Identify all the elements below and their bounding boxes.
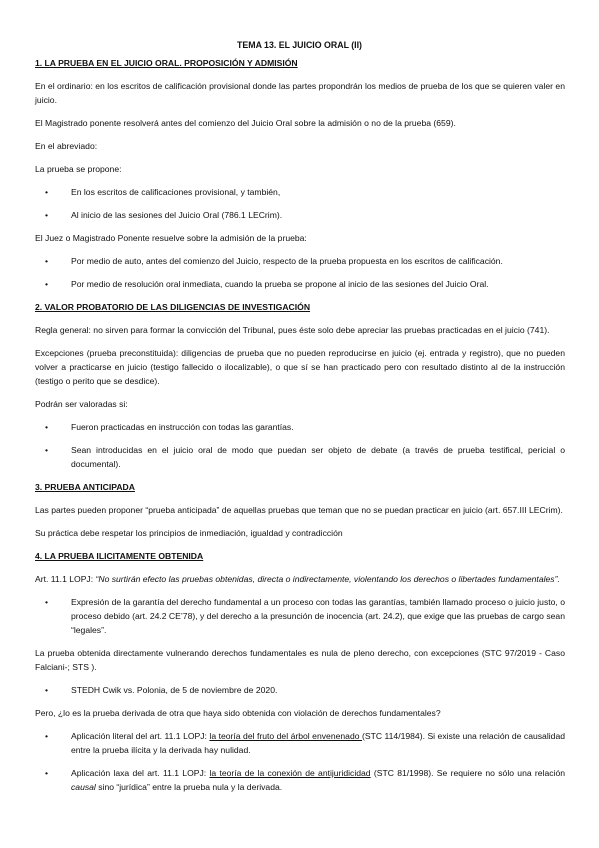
list-item-text: Al inicio de las sesiones del Juicio Oral (786.1 LECrim). — [71, 210, 283, 220]
item-suffix: (STC 114/1984). Si existe una relación de causalidad entre la prueba ilícita y la derivada hay nulidad. — [71, 731, 565, 755]
list-item-text: Por medio de auto, antes del comienzo del Juicio, respecto de la prueba propuesta en los escritos de calificación. — [71, 256, 503, 266]
bullet-icon: • — [45, 731, 49, 741]
list-item — [35, 185, 565, 199]
section-heading: 2. VALOR PROBATORIO DE LAS DILIGENCIAS DE INVESTIGACIÓN — [35, 302, 311, 312]
bullet-icon: • — [45, 422, 49, 432]
list-item — [35, 208, 565, 222]
paragraph: Las partes pueden proponer “prueba anticipada” de aquellas pruebas que teman que no se puedan practicar en juicio (art. 657.III LECrim). — [35, 505, 563, 515]
list-item-text: STEDH Cwik vs. Polonia, de 5 de noviembre de 2020. — [71, 685, 278, 695]
item-prefix: Aplicación literal del art. 11.1 LOPJ: — [71, 731, 210, 741]
paragraph: La prueba se propone: — [35, 164, 122, 174]
list-item-text: Expresión de la garantía del derecho fundamental a un proceso con todas las garantías, también llamado proceso o juicio justo, o proceso debido (art. 24.2 CE’78), y del derecho a la presunción de inocencia (art. 24.2), que exige que las pruebas de cargo sean “legales”. — [71, 597, 565, 635]
bullet-icon: • — [45, 279, 49, 289]
list-item — [35, 443, 565, 471]
paragraph: El Juez o Magistrado Ponente resuelve sobre la admisión de la prueba: — [35, 233, 307, 243]
bullet-icon: • — [45, 256, 49, 266]
list-item — [35, 766, 565, 794]
item-mid: (STC 81/1998). Se requiere no sólo una relación — [370, 768, 565, 778]
section-heading: 4. LA PRUEBA ILICITAMENTE OBTENIDA — [35, 551, 204, 561]
bullet-icon: • — [45, 187, 49, 197]
theory-link: la teoría del fruto del árbol envenenado — [209, 731, 362, 741]
bullet-list — [35, 595, 565, 637]
list-item-text: Por medio de resolución oral inmediata, cuando la prueba se propone al inicio de las sesiones del Juicio Oral. — [71, 279, 489, 289]
bullet-icon: • — [45, 685, 49, 695]
theory-link: la teoría de la conexión de antijuridicidad — [209, 768, 371, 778]
bullet-list — [35, 254, 565, 291]
paragraph: Excepciones (prueba preconstituida): diligencias de prueba que no pueden reproducirse en juicio (ej. entrada y registro), que no pueden volver a practicarse en juicio (testigo fallecido o ilocalizable), o que sí se han practicado pero con resultado distinto al de la instrucción (testigo o perito que se desdice). — [35, 348, 565, 386]
paragraph: Podrán ser valoradas si: — [35, 399, 128, 409]
document-title: TEMA 13. EL JUICIO ORAL (II) — [237, 40, 362, 50]
italic-word: causal — [71, 782, 96, 792]
list-item — [35, 420, 565, 434]
paragraph: En el abreviado: — [35, 141, 98, 151]
article-ref: Art. 11.1 LOPJ: — [35, 574, 96, 584]
paragraph: Su práctica debe respetar los principios de inmediación, igualdad y contradicción — [35, 528, 343, 538]
paragraph: El Magistrado ponente resolverá antes del comienzo del Juicio Oral sobre la admisión o no de la prueba (659). — [35, 118, 456, 128]
quote-text: “No surtirán efecto las pruebas obtenidas, directa o indirectamente, violentando los derechos o libertades fundamentales”. — [95, 574, 560, 584]
bullet-icon: • — [45, 210, 49, 220]
bullet-list — [35, 683, 565, 697]
paragraph — [35, 572, 565, 586]
list-item-text: Fueron practicadas en instrucción con todas las garantías. — [71, 422, 294, 432]
paragraph: La prueba obtenida directamente vulnerando derechos fundamentales es nula de pleno derecho, con excepciones (STC 97/2019 - Caso Falciani-; STS ). — [35, 648, 565, 672]
list-item — [35, 729, 565, 757]
section-heading: 3. PRUEBA ANTICIPADA — [35, 482, 135, 492]
document-body — [35, 56, 565, 803]
paragraph: Pero, ¿lo es la prueba derivada de otra que haya sido obtenida con violación de derechos fundamentales? — [35, 708, 441, 718]
list-item — [35, 683, 565, 697]
bullet-list — [35, 185, 565, 222]
list-item — [35, 254, 565, 268]
section-heading: 1. LA PRUEBA EN EL JUICIO ORAL. PROPOSICIÓN Y ADMISIÓN — [35, 58, 298, 68]
list-item — [35, 277, 565, 291]
paragraph: En el ordinario: en los escritos de calificación provisional donde las partes propondrán los medios de prueba de los que se quieren valer en juicio. — [35, 81, 565, 105]
bullet-list — [35, 420, 565, 471]
item-prefix: Aplicación laxa del art. 11.1 LOPJ: — [71, 768, 210, 778]
bullet-list — [35, 729, 565, 794]
list-item-text: Sean introducidas en el juicio oral de modo que puedan ser objeto de debate (a través de prueba testifical, pericial o documental). — [71, 445, 565, 469]
bullet-icon: • — [45, 768, 49, 778]
item-suffix: sino “jurídica” entre la prueba nula y la derivada. — [95, 782, 283, 792]
paragraph: Regla general: no sirven para formar la convicción del Tribunal, pues éste solo debe apreciar las pruebas practicadas en el juicio (741). — [35, 325, 550, 335]
list-item — [35, 595, 565, 637]
bullet-icon: • — [45, 597, 49, 607]
bullet-icon: • — [45, 445, 49, 455]
list-item-text: En los escritos de calificaciones provisional, y también, — [71, 187, 281, 197]
